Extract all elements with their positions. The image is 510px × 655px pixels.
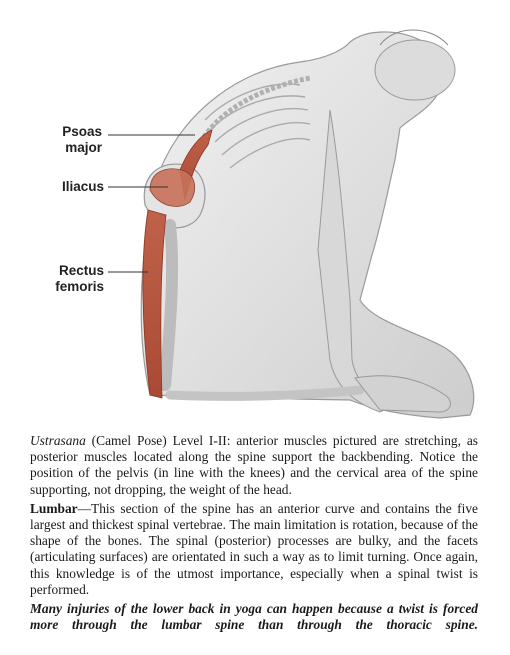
label-line: Iliacus — [61, 179, 104, 194]
lumbar-text: —This section of the spine has an anterior curve and contains the five largest and thickest spinal vertebrae. The main limitation is rotation, because of the shape of the bones. The spinal (posterior) processes are bulky, and the facets (articulating surfaces) are orientated in such a way as to limit turning. Once again, this knowledge is of the utmost importance, especially when a spinal twist is performed. — [30, 500, 478, 597]
figure-caption — [30, 433, 478, 498]
psoas-major-label — [52, 124, 102, 156]
iliacus-label — [52, 179, 104, 195]
caption-text: (Camel Pose) Level I-II: anterior muscles pictured are stretching, as posterior muscles located along the spine support the backbending. Notice the position of the pelvis (in line with the knees) and the cervical area of the spine supporting, not dropping, the weight of the head. — [30, 433, 478, 497]
text-body — [30, 433, 478, 636]
pose-name: Ustrasana — [30, 433, 86, 448]
label-line: Psoas — [62, 124, 102, 139]
head — [375, 40, 455, 100]
label-line: major — [65, 140, 102, 155]
warning-note: Many injuries of the lower back in yoga can happen because a twist is forced more through the lumbar spine than through the thoracic spine. — [30, 601, 478, 633]
label-line: Rectus — [58, 263, 104, 278]
femur — [165, 225, 172, 385]
lumbar-paragraph — [30, 501, 478, 598]
label-line: femoris — [55, 279, 104, 294]
lumbar-term: Lumbar — [30, 500, 78, 516]
rectus-femoris-label — [40, 263, 104, 295]
